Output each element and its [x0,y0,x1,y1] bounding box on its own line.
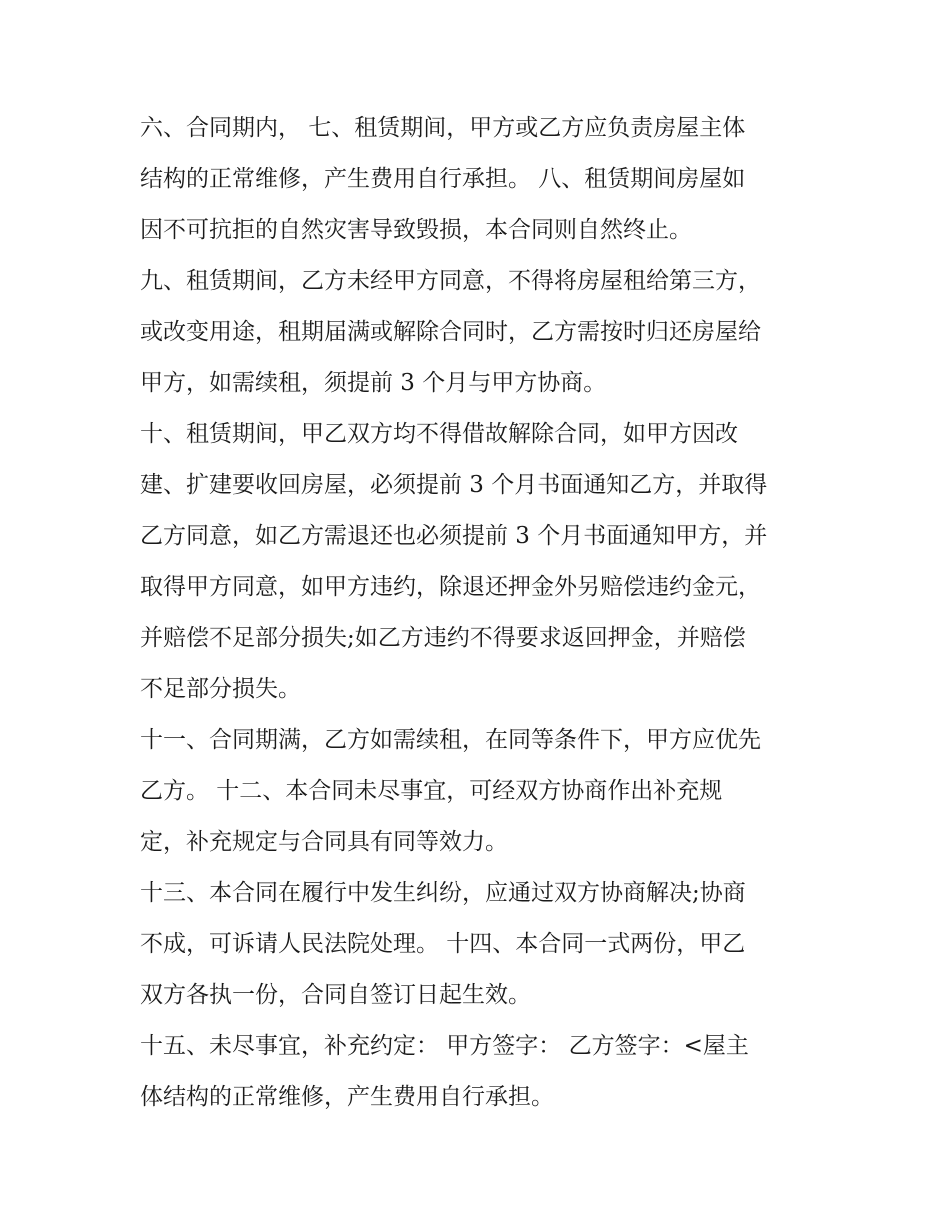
document-body [140,103,830,1123]
text-line: 并赔偿不足部分损失;如乙方违约不得要求返回押金，并赔偿 [140,625,746,651]
text-line: 定，补充规定与合同具有同等效力。 [140,829,508,855]
text-line: 因不可抗拒的自然灾害导致毁损，本合同则自然终止。 [140,217,692,243]
text-line: 十一、合同期满，乙方如需续租，在同等条件下，甲方应优先 [140,727,761,753]
clause-15-signatures [140,1021,830,1123]
clause-9 [140,256,830,409]
text-line: 体结构的正常维修，产生费用自行承担。 [140,1084,554,1110]
text-line: 或改变用途，租期届满或解除合同时，乙方需按时归还房屋给 [140,319,761,345]
clause-10 [140,409,830,715]
text-line: 乙方同意，如乙方需退还也必须提前 3 个月书面通知甲方，并 [140,523,768,549]
text-line: 六、合同期内， 七、租赁期间，甲方或乙方应负责房屋主体 [140,115,746,141]
clause-6-8 [140,103,830,256]
text-line: 建、扩建要收回房屋，必须提前 3 个月书面通知乙方，并取得 [140,472,768,498]
text-line: 结构的正常维修，产生费用自行承担。 八、租赁期间房屋如 [140,166,746,192]
text-line: 不成，可诉请人民法院处理。 十四、本合同一式两份，甲乙 [140,931,746,957]
text-line: 十、租赁期间，甲乙双方均不得借故解除合同，如甲方因改 [140,421,738,447]
text-line: 十三、本合同在履行中发生纠纷，应通过双方协商解决;协商 [140,880,746,906]
text-line: 乙方。 十二、本合同未尽事宜，可经双方协商作出补充规 [140,778,723,804]
text-line: 甲方，如需续租，须提前 3 个月与甲方协商。 [140,370,607,396]
text-line: 取得甲方同意，如甲方违约，除退还押金外另赔偿违约金元， [140,574,761,600]
clause-11-12 [140,715,830,868]
text-line: 不足部分损失。 [140,676,301,702]
text-line: 双方各执一份，合同自签订日起生效。 [140,982,531,1008]
clause-13-14 [140,868,830,1021]
text-line: 十五、未尽事宜，补充约定： 甲方签字： 乙方签字：<屋主 [140,1033,749,1059]
text-line: 九、租赁期间，乙方未经甲方同意，不得将房屋租给第三方， [140,268,761,294]
